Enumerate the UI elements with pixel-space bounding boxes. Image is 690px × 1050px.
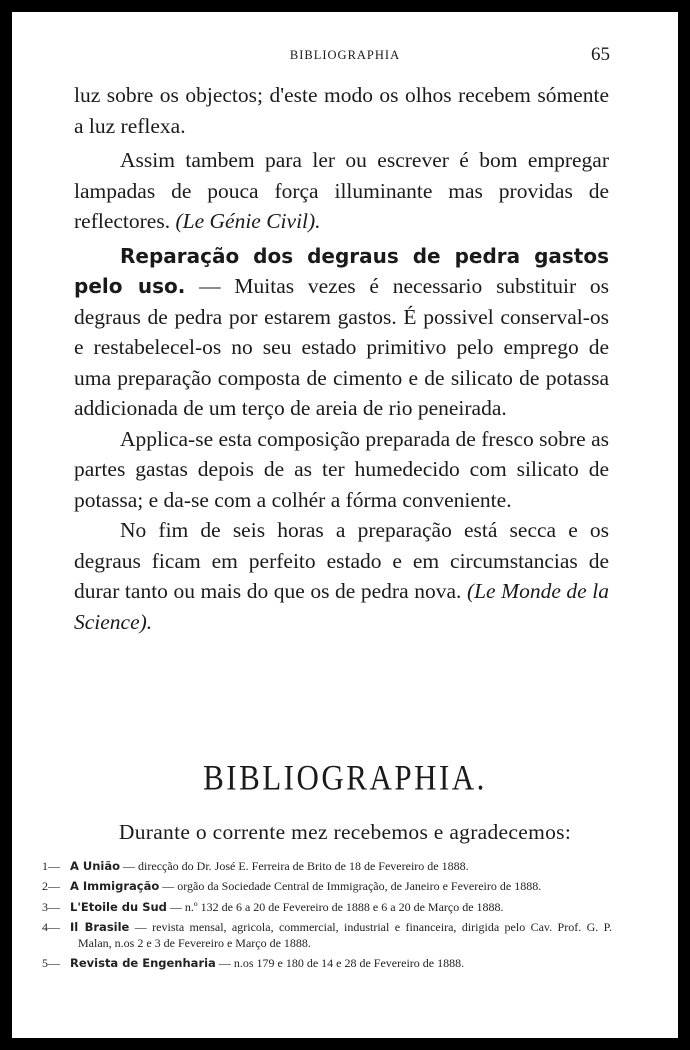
- publication-name: Il Brasile: [70, 919, 130, 934]
- paragraph-continuation: luz sobre os objectos; d'este modo os olhos recebem sómente a luz reflexa.: [74, 83, 609, 138]
- page-header: [12, 42, 678, 72]
- publication-name: A União: [70, 859, 121, 873]
- citation: (Le Monde de la Science).: [74, 579, 609, 634]
- publication-name: L'Etoile du Sud: [70, 899, 167, 914]
- page: [12, 12, 678, 1038]
- entry-number: 5—: [42, 956, 60, 971]
- paragraph-text: Assim tambem para ler ou escrever é bom empregar lampadas de pouca força illuminante mas providas de reflectores.: [74, 148, 609, 233]
- paragraph-stair-repair: [74, 241, 609, 424]
- bibliography-entry: [42, 955, 612, 971]
- section-intro: Durante o corrente mez recebemos e agradecemos:: [118, 820, 572, 844]
- publication-name: A Immigração: [70, 879, 160, 894]
- bibliography-list: [42, 858, 612, 976]
- entry-detail: — orgão da Sociedade Central de Immigração, de Janeiro e Fevereiro de 1888.: [162, 879, 542, 894]
- entry-number: 4—: [42, 919, 60, 934]
- bibliography-entry: [42, 878, 612, 894]
- entry-detail: — direcção do Dr. José E. Ferreira de Brito de 18 de Fevereiro de 1888.: [123, 859, 469, 873]
- running-title: BIBLIOGRAPHIA: [289, 48, 401, 62]
- entry-number: 1—: [42, 859, 60, 873]
- entry-detail: — revista mensal, agricola, commercial, industrial e financeira, dirigida pelo Cav. Prof. G. P. Malan, n.os 2 e 3 de Fevereiro e Março de 1888.: [78, 919, 613, 951]
- entry-detail: — n.os 179 e 180 de 14 e 28 de Fevereiro de 1888.: [218, 956, 465, 971]
- bibliography-entry: [42, 899, 612, 915]
- entry-detail: — n.º 132 de 6 a 20 de Fevereiro de 1888 e 6 a 20 de Março de 1888.: [169, 899, 504, 914]
- citation: (Le Génie Civil).: [175, 209, 321, 233]
- entry-number: 2—: [42, 879, 60, 894]
- paragraph-application: Applica-se esta composição preparada de fresco sobre as partes gastas depois de as ter humedecido com silicato de potassa; e da-se com a colhér a fórma conveniente.: [74, 426, 609, 512]
- article-body: [74, 80, 609, 637]
- publication-name: Revista de Engenharia: [70, 956, 216, 971]
- article-heading: Reparação dos degraus de pedra gastos pelo uso.: [74, 243, 609, 298]
- section-title: BIBLIOGRAPHIA.: [203, 757, 487, 798]
- entry-number: 3—: [42, 899, 60, 914]
- paragraph-text: No fim de seis horas a preparação está secca e os degraus ficam em perfeito estado e em circumstancias de durar tanto ou mais do que os de pedra nova.: [74, 518, 609, 603]
- bibliography-entry: [42, 919, 612, 952]
- paragraph-result: [74, 515, 609, 637]
- page-number: 65: [591, 44, 610, 65]
- paragraph-lighting: [74, 145, 609, 237]
- bibliography-entry: [42, 858, 612, 874]
- paragraph-text: — Muitas vezes é necessario substituir os degraus de pedra por estarem gastos. É possivel conserval-os e restabelecel-os no seu estado primitivo pelo emprego de uma preparação composta de cimento e de silicato de potassa addicionada de um terço de areia de rio peneirada.: [74, 274, 609, 420]
